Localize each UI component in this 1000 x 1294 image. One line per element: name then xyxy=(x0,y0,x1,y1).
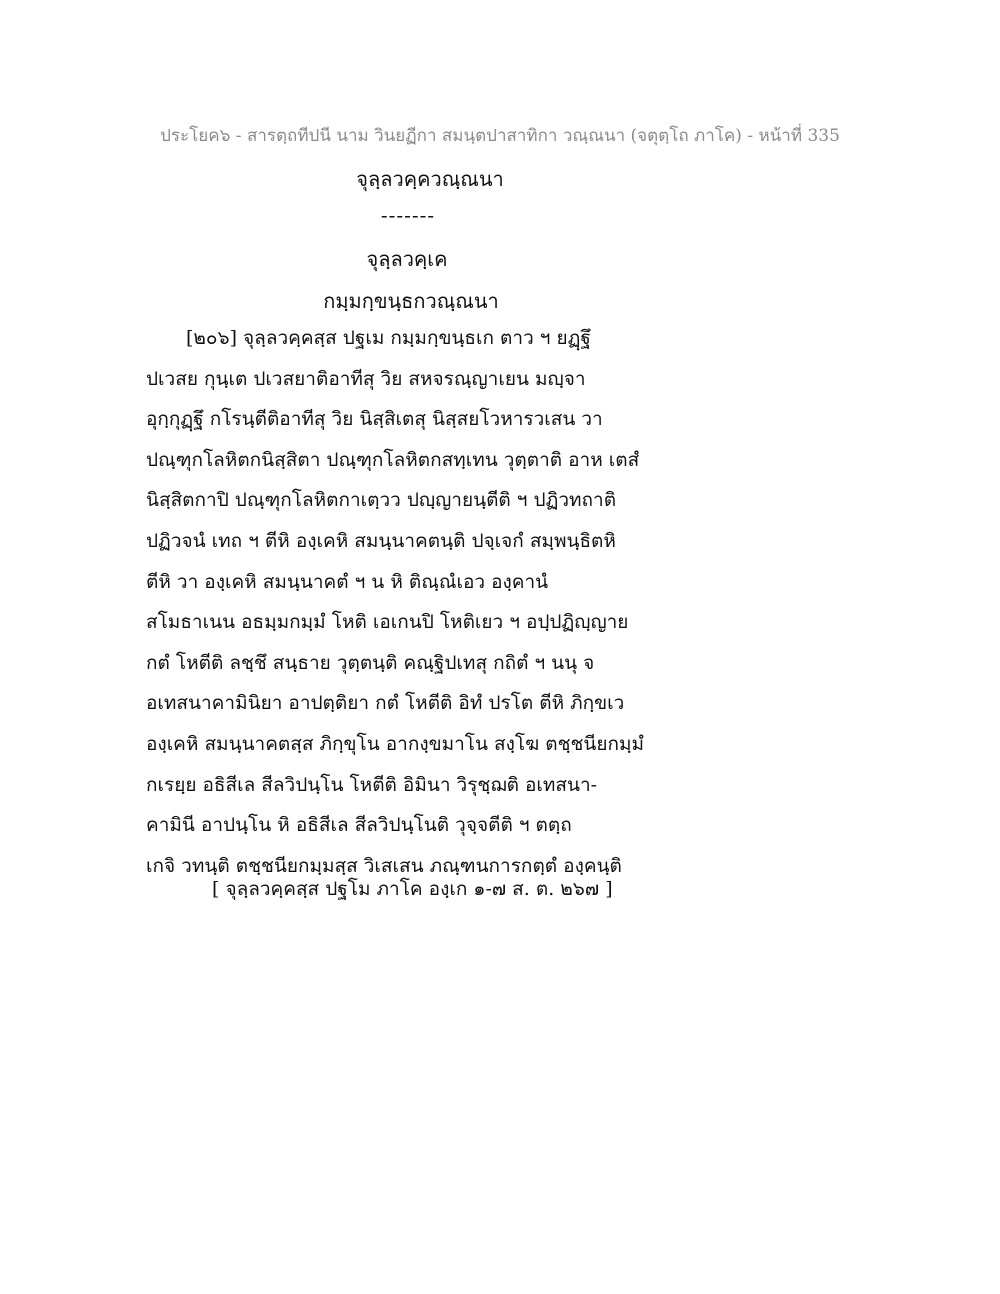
body-line: กตํ โหตีติ ลชฺชึ สนฺธาย วุตฺตนฺติ คณฺฐิปเทสุ กถิตํ ฯ นนุ จ xyxy=(146,651,595,674)
running-header: ประโยค๖ - สารตฺถทีปนี นาม วินยฏีกา สมนฺตปาสาทิกา วณฺณนา (จตุตฺโถ ภาโค) - หน้าที่ 335 xyxy=(160,126,840,146)
body-line: ตีหิ วา องฺเคหิ สมนฺนาคตํ ฯ น หิ ติณฺณํเอว องฺคานํ xyxy=(146,570,549,593)
main-title: จุลฺลวคฺควณฺณนา xyxy=(356,167,504,191)
body-line: ปเวสย กุนฺเต ปเวสยาติอาทีสุ วิย สหจรณฺญาเยน มญฺจา xyxy=(146,367,586,390)
body-line: ปณฺฑุกโลหิตกนิสฺสิตา ปณฺฑุกโลหิตกสทฺเทน วุตฺตาติ อาห เตสํ xyxy=(146,448,640,471)
body-line: อเทสนาคามินิยา อาปตฺติยา กตํ โหตีติ อิทํ ปรโต ตีหิ ภิกฺขเว xyxy=(146,692,625,715)
body-text xyxy=(146,318,706,886)
body-line: กเรยฺย อธิสีเล สีลวิปนฺโน โหตีติ อิมินา วิรุชฺฌติ อเทสนา- xyxy=(146,773,598,796)
body-line: เกจิ วทนฺติ ตชฺชนียกมฺมสฺส วิเสเสน ภณฺฑนการกตฺตํ องฺคนฺติ xyxy=(146,854,622,877)
section-heading: จุลฺลวคฺเค xyxy=(366,247,448,271)
chapter-heading: กมฺมกฺขนฺธกวณฺณนา xyxy=(323,289,499,313)
body-line: สโมธาเนน อธมฺมกมฺมํ โหติ เอเกนปิ โหติเยว ฯ อปฺปฏิญฺญาย xyxy=(146,611,629,634)
body-line: นิสฺสิตกาปิ ปณฺฑุกโลหิตกาเตฺวว ปญฺญายนฺตีติ ฯ ปฏิวทถาติ xyxy=(146,489,617,512)
title-divider: ------- xyxy=(380,203,436,227)
body-line: อุกฺกุฏฺฐึ กโรนฺตีติอาทีสุ วิย นิสฺสิเตสุ นิสฺสยโวหารวเสน วา xyxy=(146,408,603,431)
source-reference: [ จุลฺลวคฺคสฺส ปฐโม ภาโค องฺเก ๑-๗ ส. ต. ๒๖๗ ] xyxy=(212,878,613,900)
body-line: องฺเคหิ สมนฺนาคตสฺส ภิกฺขุโน อากงฺขมาโน สงฺโฆ ตชฺชนียกมฺมํ xyxy=(146,732,645,755)
body-line: [๒๐๖] จุลฺลวคฺคสฺส ปฐเม กมฺมกฺขนฺธเก ตาว ฯ ยฏฺฐึ xyxy=(186,327,591,349)
body-line: คามินี อาปนฺโน หิ อธิสีเล สีลวิปนฺโนติ วุจฺจตีติ ฯ ตตฺถ xyxy=(146,814,572,837)
body-line: ปฏิวจนํ เทถ ฯ ตีหิ องฺเคหิ สมนฺนาคตนฺติ ปจฺเจกํ สมฺพนฺธิตหิ xyxy=(146,529,616,552)
